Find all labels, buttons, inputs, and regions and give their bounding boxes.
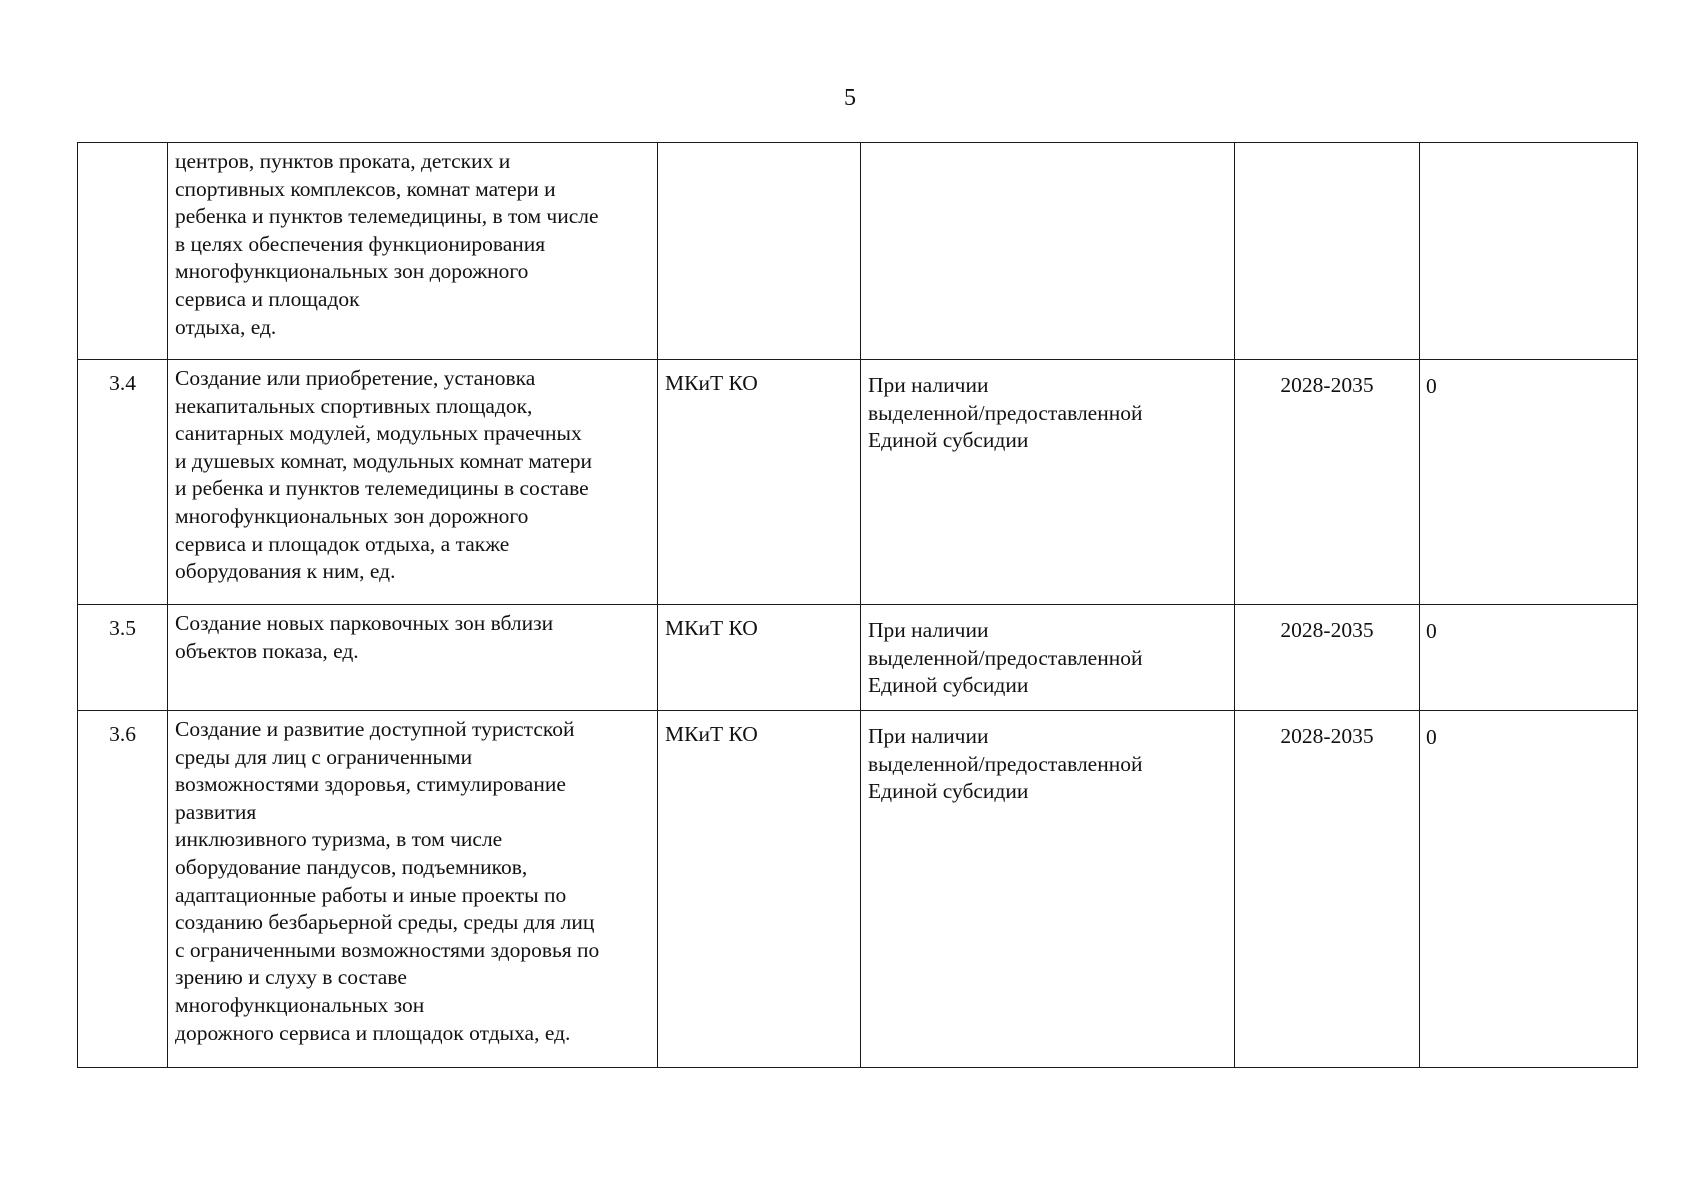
measure-name-line: объектов показа, ед. <box>175 638 359 663</box>
measure-name-cell <box>168 711 658 1068</box>
measure-name-line: возможностями здоровья, стимулирование <box>175 772 566 797</box>
row-number-cell: 3.5 <box>78 605 168 711</box>
responsible-cell: МКиТ КО <box>658 605 861 711</box>
measure-name-cell <box>168 143 658 360</box>
value-cell: 0 <box>1420 711 1638 1068</box>
funding-source-line: При наличии <box>868 618 989 642</box>
period-cell <box>1235 143 1420 360</box>
responsible-cell <box>658 143 861 360</box>
measure-name-line: центров, пунктов проката, детских и <box>175 149 511 173</box>
measure-name-line: оборудование пандусов, подъемников, <box>175 854 528 879</box>
table-row <box>78 360 1638 605</box>
table-row <box>78 605 1638 711</box>
period-cell: 2028-2035 <box>1235 711 1420 1068</box>
measures-table <box>77 142 1638 1068</box>
measure-name-line: с ограниченными возможностями здоровья по <box>175 937 600 962</box>
measure-name-line: развития <box>175 799 257 824</box>
measure-name-line: спортивных комплексов, комнат матери и <box>175 176 556 201</box>
funding-source-cell <box>861 605 1235 711</box>
row-number-cell: 3.4 <box>78 360 168 605</box>
value-cell <box>1420 143 1638 360</box>
funding-source-line: Единой субсидии <box>868 428 1029 453</box>
funding-source-line: Единой субсидии <box>868 673 1029 698</box>
table-row <box>78 143 1638 360</box>
measure-name-line: инклюзивного туризма, в том числе <box>175 827 503 852</box>
responsible-cell: МКиТ КО <box>658 360 861 605</box>
funding-source-cell <box>861 360 1235 605</box>
measure-name-line: отдыха, ед. <box>175 314 277 339</box>
measure-name-line: созданию безбарьерной среды, среды для лиц <box>175 910 595 935</box>
measure-name-line: оборудования к ним, ед. <box>175 559 396 584</box>
measure-name-line: среды для лиц с ограниченными <box>175 744 473 769</box>
funding-source-cell <box>861 711 1235 1068</box>
funding-source-cell <box>861 143 1235 360</box>
value-cell: 0 <box>1420 605 1638 711</box>
measure-name-line: санитарных модулей, модульных прачечных <box>175 421 582 446</box>
funding-source-line: выделенной/предоставленной <box>868 751 1143 776</box>
row-number-cell <box>78 143 168 360</box>
measure-name-line: сервиса и площадок <box>175 286 360 311</box>
table-row <box>78 711 1638 1068</box>
measure-name-line: дорожного сервиса и площадок отдыха, ед. <box>175 1020 571 1045</box>
measure-name-line: зрению и слуху в составе <box>175 965 407 990</box>
row-number-cell: 3.6 <box>78 711 168 1068</box>
measure-name-cell <box>168 360 658 605</box>
measure-name-line: Создание новых парковочных зон вблизи <box>175 611 554 635</box>
measure-name-line: Создание или приобретение, установка <box>175 366 536 390</box>
measure-name-line: многофункциональных зон дорожного <box>175 259 529 284</box>
funding-source-line: При наличии <box>868 373 989 397</box>
measure-name-line: и ребенка и пунктов телемедицины в составе <box>175 476 589 501</box>
measure-name-line: некапитальных спортивных площадок, <box>175 393 533 418</box>
value-cell: 0 <box>1420 360 1638 605</box>
responsible-cell: МКиТ КО <box>658 711 861 1068</box>
page-number: 5 <box>844 85 856 111</box>
measure-name-line: многофункциональных зон дорожного <box>175 503 529 528</box>
measure-name-line: Создание и развитие доступной туристской <box>175 717 575 741</box>
measure-name-line: сервиса и площадок отдыха, а также <box>175 531 510 556</box>
measure-name-line: в целях обеспечения функционирования <box>175 231 546 256</box>
period-cell: 2028-2035 <box>1235 605 1420 711</box>
measure-name-line: адаптационные работы и иные проекты по <box>175 882 567 907</box>
measure-name-cell <box>168 605 658 711</box>
funding-source-line: выделенной/предоставленной <box>868 645 1143 670</box>
measure-name-line: и душевых комнат, модульных комнат матери <box>175 448 593 473</box>
funding-source-line: При наличии <box>868 724 989 748</box>
measure-name-line: многофункциональных зон <box>175 992 425 1017</box>
period-cell: 2028-2035 <box>1235 360 1420 605</box>
funding-source-line: выделенной/предоставленной <box>868 400 1143 425</box>
funding-source-line: Единой субсидии <box>868 779 1029 804</box>
measure-name-line: ребенка и пунктов телемедицины, в том числе <box>175 204 599 229</box>
